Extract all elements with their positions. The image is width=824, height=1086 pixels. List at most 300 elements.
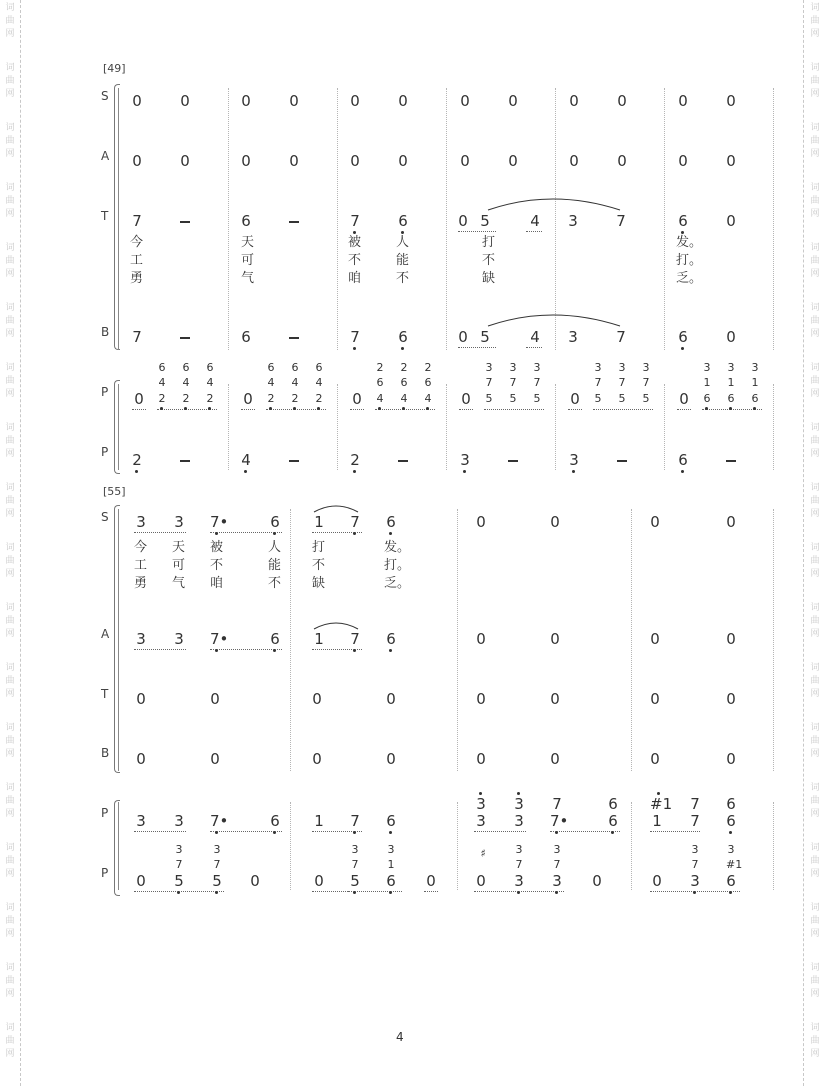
alto-note: 0 [180,152,190,170]
piano-bass-note: 0 [426,872,436,890]
bass-note: 6 [678,328,688,346]
tenor-note: 6 [678,212,688,230]
watermark-glyph: 曲 [5,736,15,746]
piano-chord-tone: 2 [315,392,323,405]
bass-note: 7 [616,328,626,346]
piano-chord-tone: 3 [553,843,561,856]
piano-rest: 0 [134,390,144,408]
staff-label-t-1: T [101,209,109,223]
piano-chord-tone: 7 [175,858,183,871]
piano-chord-tone: 2 [158,392,166,405]
lyric-verse-1: 天 [241,235,255,250]
watermark-glyph: 曲 [5,76,15,86]
piano-chord-tone: 7 [485,376,493,389]
lyric-verse-3: 乏。 [384,576,411,591]
soprano-note: 3 [136,513,146,531]
bass-note: 7 [350,328,360,346]
watermark-glyph: 网 [5,329,15,339]
piano-bass-note: 0 [250,872,260,890]
piano-upper-note: 7 [552,795,562,813]
soprano-note: 0 [726,92,736,110]
watermark-glyph: 曲 [810,856,820,866]
alto-note: 6 [386,630,396,648]
watermark-glyph: 曲 [5,856,15,866]
watermark-glyph: 网 [810,89,820,99]
watermark-glyph: 曲 [810,736,820,746]
lyric-verse-3: 乏。 [676,271,703,286]
piano-chord-tone: 3 [642,361,650,374]
piano-chord-tone: 5 [533,392,541,405]
alto-note: 0 [289,152,299,170]
watermark-glyph: 词 [5,363,15,373]
piano-chord-tone: 6 [158,361,166,374]
tenor-note: 5 [480,212,490,230]
piano-note: 7• [210,812,229,830]
lyric-verse-1: 天 [172,540,186,555]
watermark-glyph: 词 [810,423,820,433]
piano-chord-tone: 2 [206,392,214,405]
lyric-verse-2: 工 [134,558,148,573]
bass-note: 3 [568,328,578,346]
piano-bass-note: 0 [476,872,486,890]
tenor-note: 4 [530,212,540,230]
watermark-glyph: 网 [810,749,820,759]
tenor-note: 0 [458,212,468,230]
bass-note: 5 [480,328,490,346]
watermark-glyph: 词 [5,183,15,193]
piano-chord-tone: 4 [158,376,166,389]
alto-note: 1 [314,630,324,648]
piano-note: 1 [652,812,662,830]
piano-chord-tone: 6 [376,376,384,389]
watermark-glyph: 词 [810,663,820,673]
staff-label-s-1: S [101,89,109,103]
watermark-glyph: 曲 [5,676,15,686]
piano-chord-tone: 4 [291,376,299,389]
watermark-glyph: 网 [810,809,820,819]
piano-note: 7 [690,812,700,830]
watermark-glyph: 词 [810,183,820,193]
piano-chord-tone: 3 [485,361,493,374]
tenor-note: 0 [550,690,560,708]
soprano-note: 6 [270,513,280,531]
piano-chord-tone: 3 [515,843,523,856]
watermark-glyph: 词 [810,963,820,973]
piano-chord-tone: 5 [485,392,493,405]
watermark-glyph: 词 [5,123,15,133]
watermark-glyph: 网 [5,269,15,279]
piano-chord-tone: 3 [703,361,711,374]
piano-bass-note: 6 [726,872,736,890]
watermark-glyph: 曲 [810,676,820,686]
tenor-note: 0 [136,690,146,708]
sharp-sign: ♯ [480,847,486,860]
bass-note: 0 [458,328,468,346]
watermark-glyph: 曲 [5,16,15,26]
watermark-glyph: 网 [810,929,820,939]
watermark-glyph: 曲 [5,196,15,206]
piano-note: 3 [476,812,486,830]
piano-bass-note: 3 [552,872,562,890]
watermark-glyph: 网 [5,209,15,219]
piano-chord-tone: 6 [703,392,711,405]
bass-note: 0 [386,750,396,768]
piano-note: 3 [174,812,184,830]
watermark-glyph: 词 [5,603,15,613]
piano-chord-tone: 2 [400,361,408,374]
alto-note: 0 [550,630,560,648]
watermark-glyph: 曲 [810,436,820,446]
lyric-verse-2: 工 [130,253,144,268]
soprano-note: 7 [350,513,360,531]
piano-bass-note: 6 [678,451,688,469]
lyric-verse-2: 不 [348,253,362,268]
watermark-glyph: 网 [810,149,820,159]
piano-bass-note: 0 [652,872,662,890]
soprano-note: 0 [617,92,627,110]
watermark-glyph: 网 [810,389,820,399]
piano-chord-tone: 7 [213,858,221,871]
bass-note: 7 [132,328,142,346]
piano-chord-tone: 4 [267,376,275,389]
piano-chord-tone: 4 [400,392,408,405]
watermark-glyph: 网 [5,809,15,819]
bass-note: 0 [726,328,736,346]
bass-note: 0 [210,750,220,768]
soprano-note: 0 [726,513,736,531]
measure-number-49: [49] [103,62,126,75]
lyric-verse-3: 勇 [134,576,148,591]
watermark-glyph: 词 [810,543,820,553]
piano-bass-note: 2 [350,451,360,469]
watermark-glyph: 网 [5,449,15,459]
soprano-note: 0 [241,92,251,110]
piano-chord-tone: 6 [206,361,214,374]
tenor-note: 0 [386,690,396,708]
lyric-verse-3: 不 [268,576,282,591]
watermark-glyph: 曲 [810,316,820,326]
piano-upper-note: 7 [690,795,700,813]
soprano-note: 3 [174,513,184,531]
alto-note: 0 [678,152,688,170]
piano-chord-tone: 1 [727,376,735,389]
lyric-verse-2: 可 [241,253,255,268]
alto-note: 0 [398,152,408,170]
watermark-glyph: 曲 [810,796,820,806]
piano-rest: 0 [461,390,471,408]
watermark-glyph: 曲 [5,136,15,146]
tenor-note: 0 [476,690,486,708]
piano-chord-tone: 2 [182,392,190,405]
piano-chord-tone: 7 [642,376,650,389]
watermark-glyph: 词 [5,723,15,733]
watermark-glyph: 网 [810,29,820,39]
soprano-note: 0 [569,92,579,110]
watermark-glyph: 曲 [5,616,15,626]
piano-chord-tone: 3 [594,361,602,374]
tenor-note: 0 [726,690,736,708]
piano-rest: 0 [679,390,689,408]
lyric-verse-3: 气 [172,576,186,591]
staff-label-p2-1: P [101,445,109,459]
piano-note: 6 [386,812,396,830]
piano-chord-tone: 1 [751,376,759,389]
piano-bass-note: 3 [690,872,700,890]
watermark-glyph: 词 [810,723,820,733]
soprano-note: 0 [678,92,688,110]
watermark-glyph: 网 [810,209,820,219]
watermark-glyph: 网 [810,989,820,999]
tenor-note: 7 [132,212,142,230]
watermark-glyph: 网 [5,629,15,639]
alto-note: 0 [508,152,518,170]
piano-chord-tone: 4 [206,376,214,389]
watermark-glyph: 词 [810,843,820,853]
piano-bass-note: 0 [314,872,324,890]
lyric-verse-1: 人 [268,540,282,555]
watermark-glyph: 词 [5,483,15,493]
piano-bass-note: 5 [174,872,184,890]
alto-note: 7• [210,630,229,648]
watermark-glyph: 网 [5,89,15,99]
piano-bass-note: 6 [386,872,396,890]
piano-chord-tone: 2 [291,392,299,405]
alto-note: 3 [174,630,184,648]
piano-upper-note: 6 [726,795,736,813]
piano-chord-tone: 6 [291,361,299,374]
piano-chord-tone: 5 [509,392,517,405]
lyric-verse-1: 人 [396,235,410,250]
lyric-verse-3: 勇 [130,271,144,286]
lyric-verse-1: 打 [482,235,496,250]
watermark-glyph: 词 [5,843,15,853]
tenor-note: 3 [568,212,578,230]
watermark-glyph: 曲 [5,976,15,986]
staff-label-a-2: A [101,627,110,641]
piano-bass-note: 5 [350,872,360,890]
watermark-glyph: 曲 [810,16,820,26]
lyric-verse-1: 发。 [384,540,411,555]
alto-note: 0 [241,152,251,170]
staff-label-b-1: B [101,325,110,339]
watermark-glyph: 网 [810,869,820,879]
piano-upper-note: 3 [514,795,524,813]
watermark-glyph: 词 [810,603,820,613]
piano-rest: 0 [570,390,580,408]
bass-note: 0 [136,750,146,768]
piano-chord-tone: 3 [691,843,699,856]
lyric-verse-2: 能 [396,253,410,268]
tenor-note: 7 [350,212,360,230]
piano-bass-note: 3 [460,451,470,469]
lyric-verse-2: 不 [482,253,496,268]
piano-chord-tone: 7 [594,376,602,389]
watermark-glyph: 曲 [810,136,820,146]
watermark-glyph: 词 [5,3,15,13]
piano-chord-tone: 7 [533,376,541,389]
piano-chord-tone: 3 [751,361,759,374]
watermark-glyph: 曲 [5,556,15,566]
piano-bass-note: 0 [592,872,602,890]
piano-chord-tone: 6 [400,376,408,389]
alto-note: 3 [136,630,146,648]
piano-chord-tone: 5 [642,392,650,405]
watermark-glyph: 网 [810,269,820,279]
piano-chord-tone: 4 [376,392,384,405]
piano-chord-tone: #1 [726,858,743,871]
piano-upper-note: 3 [476,795,486,813]
alto-note: 0 [726,152,736,170]
piano-note: 1 [314,812,324,830]
alto-note: 0 [132,152,142,170]
watermark-glyph: 网 [5,749,15,759]
slur-tenor-49 [488,199,620,210]
soprano-note: 0 [550,513,560,531]
soprano-note: 1 [314,513,324,531]
piano-chord-tone: 7 [691,858,699,871]
piano-rest: 0 [243,390,253,408]
lyric-verse-1: 被 [348,235,362,250]
watermark-glyph: 曲 [5,916,15,926]
bass-note: 6 [241,328,251,346]
piano-note: 7• [550,812,569,830]
piano-chord-tone: 5 [618,392,626,405]
tenor-note: 7 [616,212,626,230]
staff-label-a-1: A [101,149,110,163]
watermark-glyph: 词 [5,423,15,433]
lyric-verse-2: 可 [172,558,186,573]
bass-note: 4 [530,328,540,346]
piano-bass-note: 2 [132,451,142,469]
watermark-glyph: 词 [810,123,820,133]
piano-note: 6 [270,812,280,830]
watermark-glyph: 词 [810,63,820,73]
piano-chord-tone: 3 [387,843,395,856]
piano-upper-note: 6 [608,795,618,813]
watermark-glyph: 曲 [810,556,820,566]
watermark-glyph: 曲 [5,436,15,446]
alto-note: 0 [569,152,579,170]
bass-note: 0 [476,750,486,768]
piano-chord-tone: 6 [727,392,735,405]
watermark-glyph: 网 [5,389,15,399]
piano-note: 6 [608,812,618,830]
piano-chord-tone: 6 [267,361,275,374]
piano-chord-tone: 2 [424,361,432,374]
watermark-glyph: 曲 [810,196,820,206]
watermark-glyph: 网 [810,509,820,519]
lyric-verse-3: 缺 [482,271,496,286]
soprano-note: 0 [476,513,486,531]
watermark-glyph: 网 [5,869,15,879]
tenor-note: 0 [210,690,220,708]
piano-chord-tone: 4 [315,376,323,389]
piano-bass-note: 3 [514,872,524,890]
lyric-verse-3: 气 [241,271,255,286]
watermark-glyph: 曲 [810,256,820,266]
piano-chord-tone: 2 [267,392,275,405]
piano-chord-tone: 4 [424,392,432,405]
piano-note: 6 [726,812,736,830]
piano-chord-tone: 3 [509,361,517,374]
staff-label-b-2: B [101,746,110,760]
watermark-glyph: 网 [5,929,15,939]
watermark-glyph: 曲 [5,496,15,506]
measure-number-55: [55] [103,485,126,498]
piano-chord-tone: 3 [618,361,626,374]
bass-note: 0 [312,750,322,768]
watermark-glyph: 曲 [810,1036,820,1046]
page-number: 4 [396,1030,404,1044]
lyric-verse-3: 咱 [348,271,362,286]
soprano-note: 0 [180,92,190,110]
watermark-glyph: 网 [810,1049,820,1059]
slur-alto-55 [314,623,358,629]
watermark-glyph: 词 [810,3,820,13]
soprano-note: 0 [132,92,142,110]
piano-chord-tone: 7 [509,376,517,389]
watermark-glyph: 词 [5,663,15,673]
piano-chord-tone: 3 [213,843,221,856]
lyric-verse-1: 今 [130,235,144,250]
watermark-glyph: 词 [5,903,15,913]
piano-chord-tone: 3 [727,843,735,856]
lyric-verse-2: 能 [268,558,282,573]
bass-note: 0 [650,750,660,768]
tenor-note: 0 [726,212,736,230]
watermark-glyph: 曲 [810,496,820,506]
watermark-glyph: 词 [810,363,820,373]
watermark-glyph: 词 [5,303,15,313]
watermark-glyph: 网 [810,629,820,639]
piano-rest: 0 [352,390,362,408]
soprano-note: 6 [386,513,396,531]
watermark-glyph: 网 [5,569,15,579]
piano-chord-tone: 3 [351,843,359,856]
watermark-glyph: 网 [5,29,15,39]
tenor-note: 6 [241,212,251,230]
watermark-glyph: 曲 [810,76,820,86]
watermark-glyph: 网 [810,569,820,579]
lyric-verse-2: 打。 [676,253,703,268]
lyric-verse-2: 不 [210,558,224,573]
piano-chord-tone: 3 [533,361,541,374]
watermark-glyph: 曲 [810,616,820,626]
bass-note: 0 [726,750,736,768]
alto-note: 0 [650,630,660,648]
piano-chord-tone: 1 [387,858,395,871]
alto-note: 0 [726,630,736,648]
soprano-note: 0 [289,92,299,110]
piano-chord-tone: 6 [751,392,759,405]
piano-upper-note: #1 [650,795,673,813]
slur-soprano-55 [314,506,358,512]
piano-chord-tone: 5 [594,392,602,405]
watermark-glyph: 网 [5,989,15,999]
soprano-note: 0 [508,92,518,110]
alto-note: 0 [617,152,627,170]
watermark-glyph: 网 [5,509,15,519]
watermark-glyph: 词 [810,1023,820,1033]
watermark-glyph: 曲 [810,916,820,926]
staff-label-p1-2: P [101,806,109,820]
lyric-verse-1: 打 [312,540,326,555]
soprano-note: 0 [460,92,470,110]
piano-chord-tone: 7 [351,858,359,871]
lyric-verse-2: 打。 [384,558,411,573]
piano-note: 3 [136,812,146,830]
piano-chord-tone: 6 [424,376,432,389]
